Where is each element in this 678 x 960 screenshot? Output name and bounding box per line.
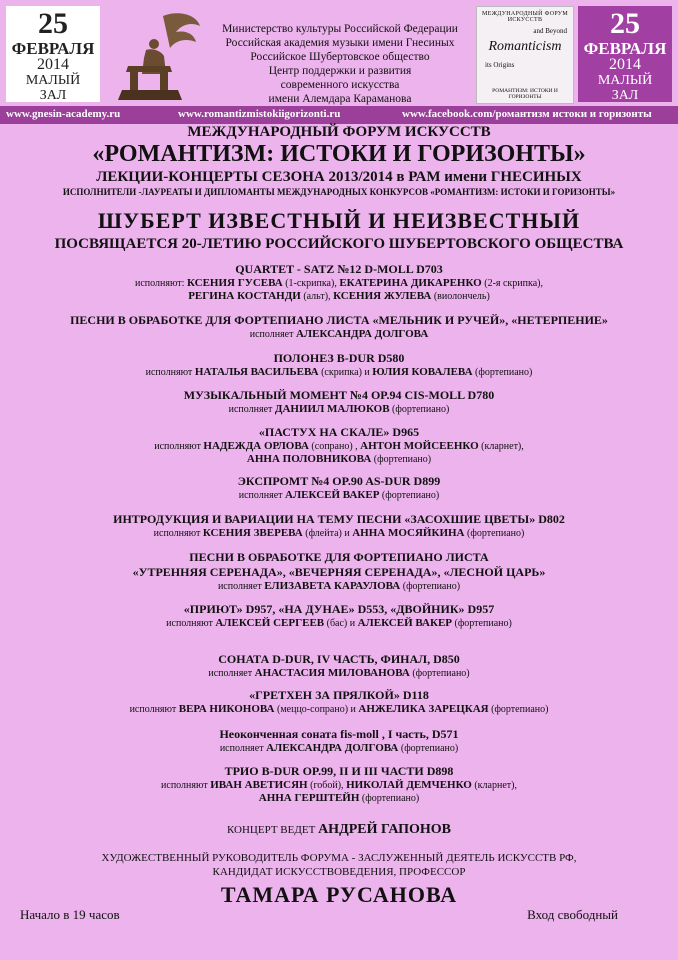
performers-line: исполняют КСЕНИЯ ЗВЕРЕВА (флейта) и АННА МОСЯЙКИНА (фортепиано): [153, 527, 525, 539]
forum-heading: МЕЖДУНАРОДНЫЙ ФОРУМ ИСКУССТВ: [187, 124, 491, 140]
performers-line: исполняют НАТАЛЬЯ ВАСИЛЬЕВА (скрипка) и ЮЛИЯ КОВАЛЕВА (фортепиано): [145, 366, 533, 378]
piece-title: СОНАТА D-DUR, IV ЧАСТЬ, ФИНАЛ, D850: [218, 652, 460, 666]
season-line: ЛЕКЦИИ-КОНЦЕРТЫ СЕЗОНА 2013/2014 в РАМ имени ГНЕСИНЫХ: [96, 169, 582, 185]
link-gnesin[interactable]: www.gnesin-academy.ru: [6, 108, 121, 120]
performers-line: АННА ПОЛОВНИКОВА (фортепиано): [246, 453, 432, 465]
date-hall: МАЛЫЙ: [25, 73, 81, 89]
forum-logo: [476, 6, 574, 104]
piece-title: «ПАСТУХ НА СКАЛЕ» D965: [258, 425, 420, 439]
piece-title: ИНТРОДУКЦИЯ И ВАРИАЦИИ НА ТЕМУ ПЕСНИ «ЗАСОХШИЕ ЦВЕТЫ» D802: [113, 512, 565, 526]
concert-title: ШУБЕРТ ИЗВЕСТНЫЙ И НЕИЗВЕСТНЫЙ: [97, 208, 581, 233]
host-label: КОНЦЕРТ ВЕДЕТ: [226, 824, 316, 836]
entry-info: Вход свободный: [527, 907, 618, 922]
dedication: ПОСВЯЩАЕТСЯ 20-ЛЕТИЮ РОССИЙСКОГО ШУБЕРТОВСКОГО ОБЩЕСТВА: [54, 236, 624, 252]
logo-bottom: РОМАНТИЗМ: ИСТОКИ И ГОРИЗОНТЫ: [492, 88, 558, 100]
performers-line: исполняет АЛЕКСАНДРА ДОЛГОВА (фортепиано): [219, 742, 459, 754]
date-badge-right: [578, 6, 672, 102]
host-name: АНДРЕЙ ГАПОНОВ: [318, 822, 452, 837]
date-day: 25: [610, 7, 640, 40]
organizers: [210, 22, 470, 106]
performers-line: исполняют НАДЕЖДА ОРЛОВА (сопрано) , АНТОН МОЙСЕЕНКО (кларнет),: [154, 440, 524, 452]
org-line: Центр поддержки и развития: [268, 65, 412, 77]
date-year: 2014: [609, 56, 641, 74]
performers-line: исполняют АЛЕКСЕЙ СЕРГЕЕВ (бас) и АЛЕКСЕЙ ВАКЕР (фортепиано): [166, 617, 512, 629]
date-month: ФЕВРАЛЯ: [11, 38, 95, 58]
performers-line: исполняют: КСЕНИЯ ГУСЕВА (1-скрипка), ЕКАТЕРИНА ДИКАРЕНКО (2-я скрипка),: [135, 277, 543, 289]
performers-line: исполняют ИВАН АВЕТИСЯН (гобой), НИКОЛАЙ ДЕМЧЕНКО (кларнет),: [161, 779, 517, 791]
director-name: ТАМАРА РУСАНОВА: [220, 882, 458, 907]
org-line: Российское Шубертовское общество: [250, 51, 430, 63]
date-month: ФЕВРАЛЯ: [583, 38, 667, 58]
date-day: 25: [38, 7, 68, 40]
piece-title: «ГРЕТХЕН ЗА ПРЯЛКОЙ» D118: [249, 688, 429, 702]
performers-line: РЕГИНА КОСТАНДИ (альт), КСЕНИЯ ЖУЛЕВА (виолончель): [188, 290, 490, 302]
host-line: [0, 822, 678, 838]
links-bar: [0, 106, 678, 124]
performers-line: исполняет ДАНИИЛ МАЛЮКОВ (фортепиано): [228, 403, 450, 415]
performers-line: исполняет АНАСТАСИЯ МИЛОВАНОВА (фортепиано): [208, 667, 470, 679]
date-hall: ЗАЛ: [611, 87, 639, 103]
start-time: Начало в 19 часов: [20, 907, 120, 922]
performers-line: исполняет АЛЕКСАНДРА ДОЛГОВА: [249, 328, 429, 340]
date-badge-left: [6, 6, 100, 102]
piece-title: ЭКСПРОМТ №4 OP.90 AS-DUR D899: [237, 474, 441, 488]
link-forum-site[interactable]: www.romantizmistokiigorizonti.ru: [178, 108, 341, 120]
piece-title: ПЕСНИ В ОБРАБОТКЕ ДЛЯ ФОРТЕПИАНО ЛИСТА: [189, 550, 489, 564]
forum-title: «РОМАНТИЗМ: ИСТОКИ И ГОРИЗОНТЫ»: [92, 141, 586, 167]
logo-sub: and Beyond: [533, 27, 567, 35]
director-degree: КАНДИДАТ ИСКУССТВОВЕДЕНИЯ, ПРОФЕССОР: [212, 866, 466, 878]
piece-title: Неоконченная соната fis-moll , I часть, D571: [219, 727, 459, 741]
date-hall: МАЛЫЙ: [597, 73, 653, 89]
piece-title: QUARTET - SATZ №12 D-MOLL D703: [235, 262, 443, 276]
statue-icon: [108, 8, 208, 104]
logo-top: МЕЖДУНАРОДНЫЙ ФОРУМ ИСКУССТВ: [481, 11, 568, 23]
org-line: Российская академия музыки имени Гнесиных: [225, 37, 455, 49]
piece-title: «УТРЕННЯЯ СЕРЕНАДА», «ВЕЧЕРНЯЯ СЕРЕНАДА», «ЛЕСНОЙ ЦАРЬ»: [132, 565, 546, 579]
performers-line: исполняет АЛЕКСЕЙ ВАКЕР (фортепиано): [238, 489, 440, 501]
director-title: ХУДОЖЕСТВЕННЫЙ РУКОВОДИТЕЛЬ ФОРУМА - ЗАСЛУЖЕННЫЙ ДЕЯТЕЛЬ ИСКУССТВ РФ,: [101, 852, 577, 864]
piece-title: ТРИО B-DUR OP.99, II И III ЧАСТИ D898: [224, 764, 454, 778]
performers-line: ИСПОЛНИТЕЛИ -ЛАУРЕАТЫ И ДИПЛОМАНТЫ МЕЖДУНАРОДНЫХ КОНКУРСОВ «РОМАНТИЗМ: ИСТОКИ И ГОРИЗОНТЫ»: [62, 187, 616, 197]
logo-sub: its Origins: [485, 61, 515, 69]
date-hall: ЗАЛ: [39, 87, 67, 103]
piece-title: ПЕСНИ В ОБРАБОТКЕ ДЛЯ ФОРТЕПИАНО ЛИСТА «МЕЛЬНИК И РУЧЕЙ», «НЕТЕРПЕНИЕ»: [70, 313, 608, 327]
org-line: Министерство культуры Российской Федерации: [222, 23, 458, 35]
piece-title: МУЗЫКАЛЬНЫЙ МОМЕНТ №4 OP.94 CIS-MOLL D780: [183, 388, 495, 402]
performers-line: АННА ГЕРШТЕЙН (фортепиано): [258, 792, 420, 804]
performers-line: исполняют ВЕРА НИКОНОВА (меццо-сопрано) и АНЖЕЛИКА ЗАРЕЦКАЯ (фортепиано): [129, 703, 549, 715]
piece-title: ПОЛОНЕЗ B-DUR D580: [273, 351, 405, 365]
date-year: 2014: [37, 56, 69, 74]
performers-line: исполняет ЕЛИЗАВЕТА КАРАУЛОВА (фортепиано): [217, 580, 461, 592]
logo-main: Romanticism: [488, 39, 562, 54]
link-facebook[interactable]: www.facebook.com/романтизм истоки и горизонты: [402, 108, 652, 120]
piece-title: «ПРИЮТ» D957, «НА ДУНАЕ» D553, «ДВОЙНИК» D957: [183, 602, 495, 616]
org-line: имени Алемдара Караманова: [268, 93, 412, 105]
org-line: современного искусства: [280, 79, 400, 91]
